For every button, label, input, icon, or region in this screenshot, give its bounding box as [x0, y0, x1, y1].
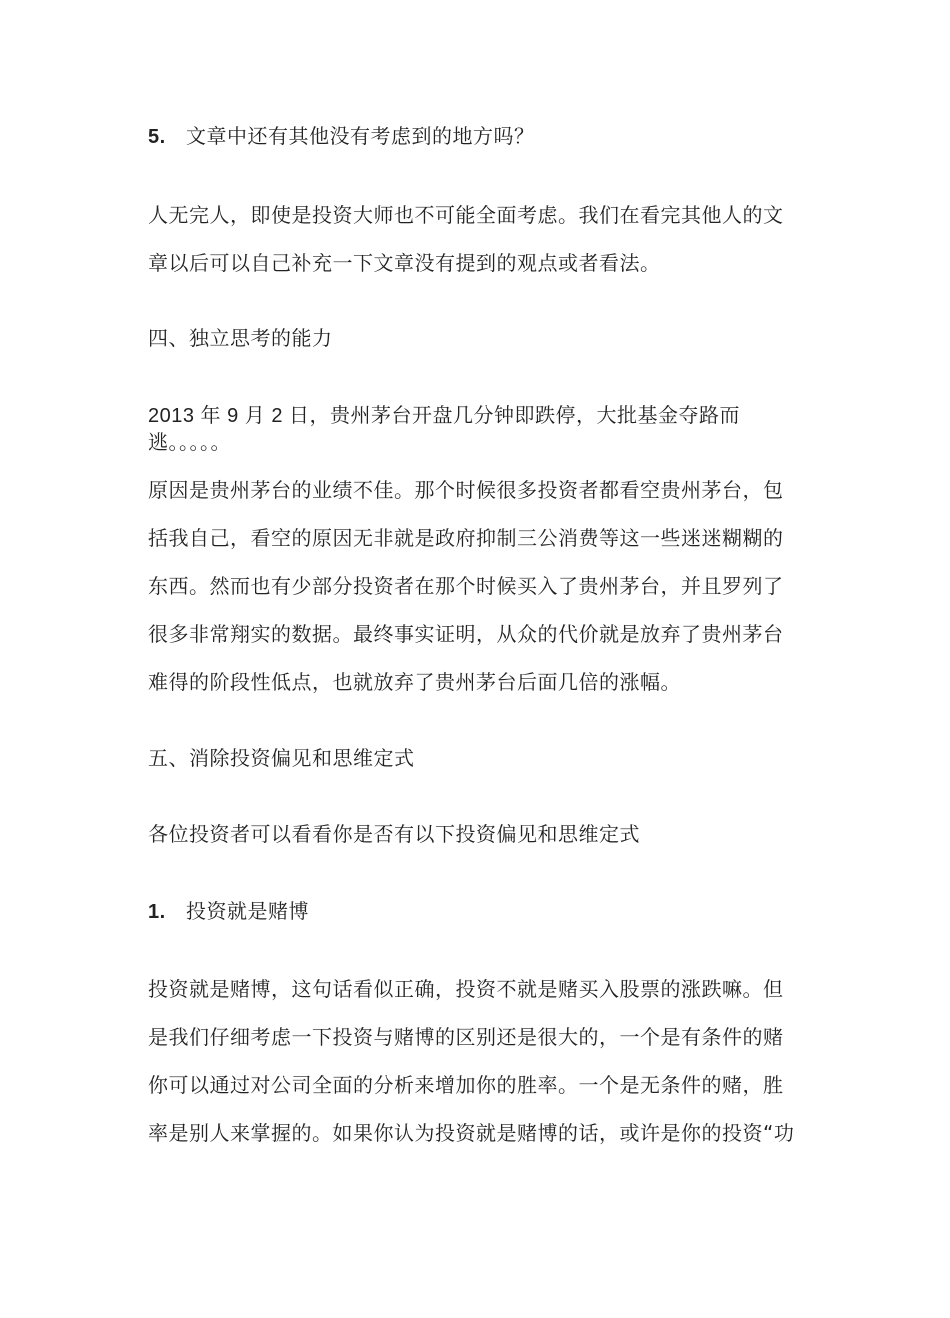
paragraph-line: 难得的阶段性低点，也就放弃了贵州茅台后面几倍的涨幅。 — [148, 670, 681, 694]
paragraph-line: 很多非常翔实的数据。最终事实证明，从众的代价就是放弃了贵州茅台 — [148, 622, 784, 646]
paragraph-line: 人无完人，即使是投资大师也不可能全面考虑。我们在看完其他人的文 — [148, 203, 784, 227]
paragraph-line: 是我们仔细考虑一下投资与赌博的区别还是很大的，一个是有条件的赌 — [148, 1025, 784, 1049]
paragraph-line: 原因是贵州茅台的业绩不佳。那个时候很多投资者都看空贵州茅台，包 — [148, 478, 784, 502]
paragraph-line: 你可以通过对公司全面的分析来增加你的胜率。一个是无条件的赌，胜 — [148, 1073, 784, 1097]
section-heading: 五、消除投资偏见和思维定式 — [148, 746, 415, 770]
paragraph-line: 投资就是赌博，这句话看似正确，投资不就是赌买入股票的涨跌嘛。但 — [148, 977, 784, 1001]
list-item-text: 文章中还有其他没有考虑到的地方吗？ — [186, 124, 535, 148]
section-heading: 四、独立思考的能力 — [148, 326, 333, 350]
list-number: 1. — [148, 901, 166, 923]
paragraph-line: 逃。。。。。 — [148, 430, 231, 454]
list-item-text: 投资就是赌博 — [186, 899, 309, 923]
paragraph-line: 2013 年 9 月 2 日，贵州茅台开盘几分钟即跌停，大批基金夺路而 — [148, 405, 741, 427]
list-item-5 — [148, 124, 535, 149]
paragraph-line: 东西。然而也有少部分投资者在那个时候买入了贵州茅台，并且罗列了 — [148, 574, 784, 598]
paragraph-line: 章以后可以自己补充一下文章没有提到的观点或者看法。 — [148, 251, 661, 275]
list-item-1 — [148, 899, 309, 924]
paragraph-line: 各位投资者可以看看你是否有以下投资偏见和思维定式 — [148, 822, 640, 846]
paragraph-line: 率是别人来掌握的。如果你认为投资就是赌博的话，或许是你的投资“功 — [148, 1121, 795, 1145]
paragraph-line: 括我自己，看空的原因无非就是政府抑制三公消费等这一些迷迷糊糊的 — [148, 526, 784, 550]
list-number: 5. — [148, 126, 166, 148]
